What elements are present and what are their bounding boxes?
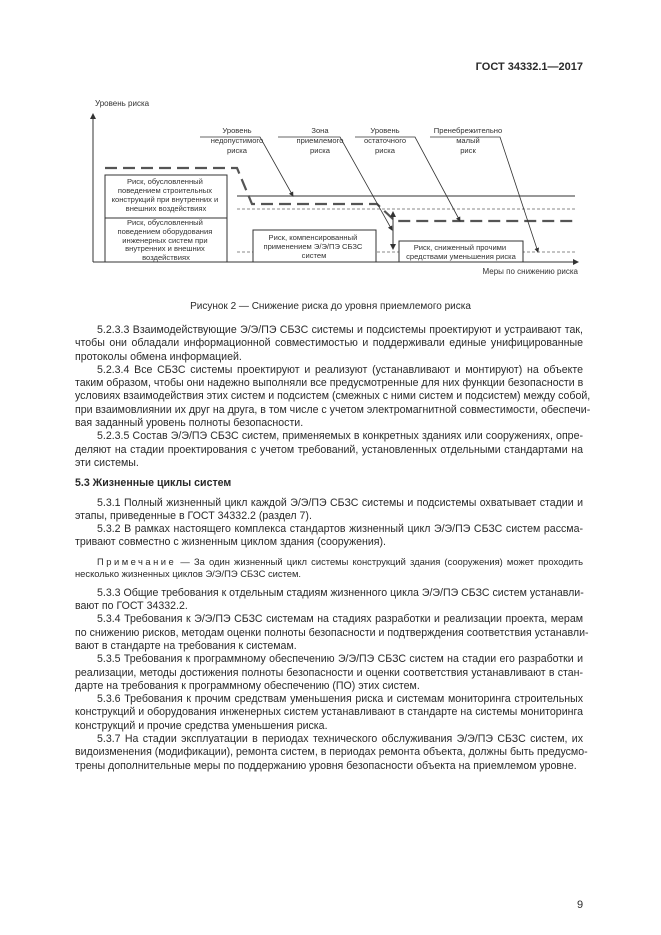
text-line: 5.3.5 Требования к программному обеспечению Э/Э/ПЭ СБЗС систем на стадии его разработки и — [97, 653, 583, 666]
paragraph — [75, 693, 583, 733]
y-axis-label: Уровень риска — [95, 99, 150, 108]
note-line: Примечание — За один жизненный цикл системы конструкций здания (сооружения) может проходить — [97, 555, 583, 567]
figure-caption: Рисунок 2 — Снижение риска до уровня приемлемого риска — [190, 301, 471, 312]
svg-text:Пренебрежительномалыйриск: Пренебрежительно малый риск — [433, 126, 503, 155]
text-line: конструкций и прочие средства уменьшения риска. — [75, 719, 328, 732]
paragraph — [75, 523, 583, 550]
risk-reduction-figure — [0, 0, 661, 300]
svg-text:Уровеньнедопустимогориска: Уровень недопустимого риска — [210, 126, 264, 155]
text-line: чтобы они обладали информационной совместимостью и поддерживали единые унифицированные — [75, 337, 583, 350]
document-header: ГОСТ 34332.1—2017 — [475, 61, 583, 73]
note — [75, 556, 583, 581]
text-line: этапы, приведенные в ГОСТ 34332.2 (раздел 7). — [75, 509, 312, 522]
text-line: 5.2.3.3 Взаимодействующие Э/Э/ПЭ СБЗС системы и подсистемы проектируют и устраивают так, — [97, 324, 583, 336]
svg-text:Зонаприемлемогориска: Зона приемлемого риска — [296, 126, 344, 155]
text-line: условиях взаимодействия этих систем и подсистем (смежных с ними систем и подсистем) между собой, — [75, 390, 591, 403]
label-negligible — [430, 126, 538, 252]
text-line: 5.3.6 Требования к прочим средствам уменьшения риска и системам мониторинга строительных — [97, 693, 583, 706]
text-line: вают по ГОСТ 34332.2. — [75, 600, 188, 613]
document-body — [75, 324, 591, 773]
paragraph — [75, 430, 583, 470]
text-line: реализации, методы достижения полноты безопасности и оценки соответствия устанавливают в стан- — [75, 666, 583, 679]
text-line: протоколы обмена информацией. — [75, 350, 242, 363]
box-structures — [105, 175, 227, 262]
paragraphs-5-3-b — [75, 586, 589, 773]
text-line: дарте на требования к программному обеспечению (ПО) этих систем. — [75, 679, 420, 692]
label-residual — [355, 126, 460, 221]
text-line: деляют на стадии проектирования с учетом требований, установленных отдельными стандартами на — [75, 443, 583, 456]
section-heading: 5.3 Жизненные циклы систем — [75, 477, 232, 490]
paragraph — [75, 653, 583, 693]
paragraph — [75, 363, 591, 430]
text-line: 5.3.4 Требования к Э/Э/ПЭ СБЗС системам на стадиях разработки и реализации проекта, мерам — [97, 613, 583, 626]
svg-text:Риск, сниженный прочими: Риск, сниженный прочими средствами уменьшения риска — [406, 243, 516, 261]
box-compensated — [253, 230, 376, 262]
text-line: видоизменения (модификации), ремонта систем, в периодах ремонта объекта, должны быть предусмо- — [75, 746, 588, 759]
box-reduced — [399, 241, 523, 262]
text-line: конструкций и оборудования инженерных систем устанавливают в стандарте на системы мониторинга — [75, 706, 583, 719]
paragraphs-5-2-3 — [75, 324, 591, 470]
text-line: таким образом, чтобы они надежно выполняли все предусмотренные для них функции безопасности в — [75, 377, 584, 390]
paragraph — [75, 613, 589, 653]
paragraph — [75, 733, 588, 773]
page-number: 9 — [577, 899, 584, 911]
text-line: 5.3.2 В рамках настоящего комплекса стандартов жизненный цикл Э/Э/ПЭ СБЗС систем рассма- — [97, 523, 583, 536]
text-line: вают в стандарте на требования к системам. — [75, 639, 297, 652]
text-line: 5.3.1 Полный жизненный цикл каждой Э/Э/ПЭ СБЗС системы и подсистемы охватывает стадии и — [97, 496, 583, 509]
text-line: тривают совместно с жизненным циклом здания (сооружения). — [75, 536, 386, 549]
box-equipment: Риск, обусловленный поведением оборудования инженерных систем при внутренних и внешних воздействиях — [117, 218, 213, 262]
text-line: по снижению рисков, методам оценки полноты безопасности и подтверждения соответствия устанавли- — [75, 626, 589, 639]
text-line: вая заданный уровень полноты безопасности. — [75, 417, 304, 430]
paragraph — [75, 324, 583, 364]
text-line: 5.2.3.5 Состав Э/Э/ПЭ СБЗС систем, применяемых в конкретных зданиях или сооружениях, опре- — [97, 430, 583, 443]
paragraphs-5-3-a — [75, 497, 583, 550]
text-line: 5.3.7 На стадии эксплуатации в периодах технического обслуживания Э/Э/ПЭ СБЗС систем, их — [97, 733, 583, 746]
note-line: несколько жизненных циклов Э/Э/ПЭ СБЗС систем. — [75, 568, 302, 580]
paragraph — [75, 587, 583, 614]
text-line: при взаимовлиянии их друг на друга, в том числе с учетом электромагнитной совместимости, обеспечи- — [75, 403, 591, 416]
svg-text:Риск, компенсированный п: Риск, компенсированный применением Э/Э/ПЭ СБЗС систем — [263, 233, 363, 260]
paragraph — [75, 497, 583, 524]
text-line: эти системы. — [75, 456, 139, 469]
note-label: Примечание — [97, 555, 177, 567]
text-line: 5.2.3.4 Все СБЗС системы проектируют и реализуют (устанавливают и монтируют) на объекте — [97, 363, 583, 376]
svg-text:Риск, обусловленный пове: Риск, обусловленный поведением строительных конструкций при внутренних и внешних воздействиях — [111, 177, 219, 213]
text-line: трены дополнительные меры по поддержанию уровня безопасности объекта на приемлемом уровне. — [75, 759, 577, 772]
svg-text:Уровеньостаточногориска: Уровень остаточного риска — [363, 126, 407, 155]
x-axis-label: Меры по снижению риска — [482, 267, 578, 276]
text-line: 5.3.3 Общие требования к отдельным стадиям жизненного цикла Э/Э/ПЭ СБЗС систем устанавли- — [97, 586, 584, 599]
